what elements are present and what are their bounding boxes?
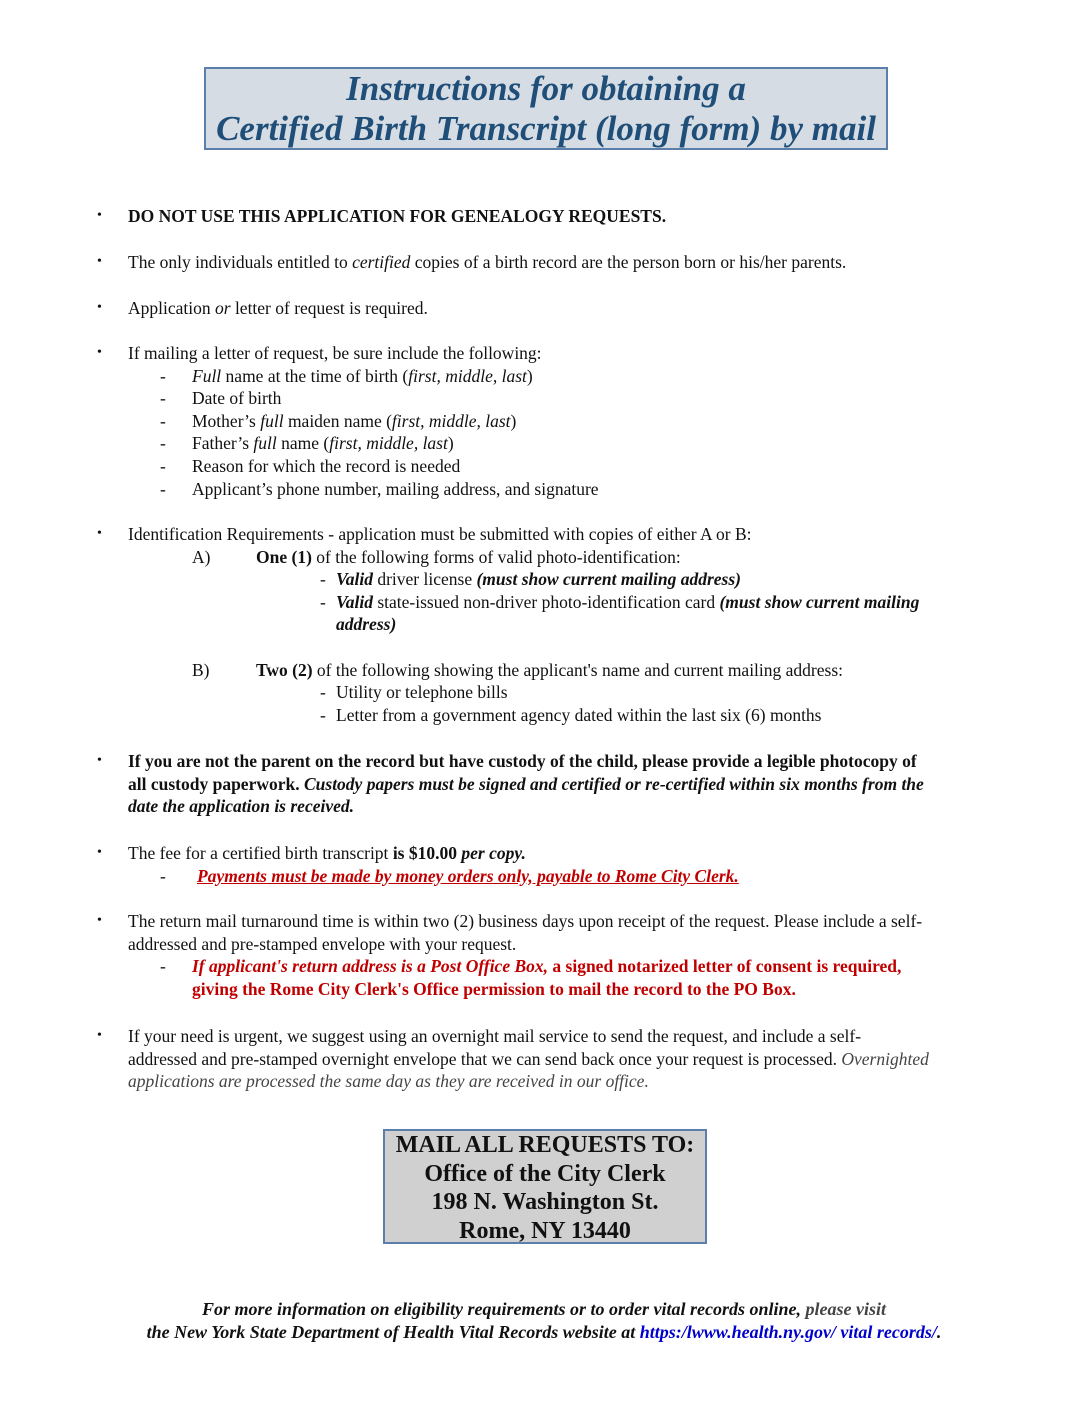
text: Identification Requirements - application must be submitted with copies of either A or B:	[128, 524, 752, 544]
option-b	[128, 659, 1028, 682]
text: (must show current mailing	[719, 591, 920, 612]
bullet-identification	[97, 523, 1028, 726]
list-item	[128, 432, 1028, 455]
bullet-icon: •	[97, 526, 102, 541]
text: )	[526, 365, 533, 386]
text: please visit	[801, 1299, 887, 1319]
list-item	[128, 568, 1028, 591]
text: )	[447, 433, 454, 454]
text: (must show current mailing address)	[476, 569, 741, 590]
list-item	[128, 865, 1028, 888]
text: state-issued non-driver photo-identification card	[372, 591, 720, 612]
bullet-icon: •	[97, 845, 102, 860]
text: is $10.00	[392, 843, 462, 863]
text: .	[936, 1322, 942, 1342]
list-item	[128, 365, 1028, 388]
bullet-custody	[97, 750, 1028, 818]
text: One (1)	[256, 546, 312, 567]
text: Application	[128, 298, 215, 318]
text: the New York State Department of Health Vital Records website at	[146, 1322, 640, 1342]
bullet-letter-request	[97, 342, 1028, 500]
list-item	[128, 955, 1028, 1000]
bullet-icon: •	[97, 1028, 102, 1043]
text: The return mail turnaround time is within two (2) business days upon receipt of the request. Please include a self-	[128, 911, 923, 931]
text: The only individuals entitled to	[128, 252, 353, 272]
text: letter of request is required.	[230, 298, 428, 318]
dash: -	[160, 478, 166, 499]
text: addressed and pre-stamped overnight envelope that we can send back once your request is processed.	[128, 1048, 837, 1069]
text: Date of birth	[192, 388, 282, 409]
bullet-urgent	[97, 1025, 1038, 1093]
health-website-link[interactable]: https:/lwww.health.ny.gov/ vital records/	[639, 1322, 937, 1342]
list-item	[128, 478, 1028, 501]
text: Custody papers must be signed and certified or re-certified within six months from the	[299, 773, 924, 794]
text: The fee for a certified birth transcript	[128, 843, 393, 863]
text: first, middle, last	[329, 433, 448, 454]
option-a	[128, 546, 1028, 569]
dash: -	[320, 682, 326, 703]
text: Letter from a government agency dated within the last six (6) months	[336, 704, 822, 725]
footer-note	[0, 1298, 1088, 1344]
dash: -	[320, 569, 326, 590]
bullet-icon: •	[97, 913, 102, 928]
dash: -	[320, 591, 326, 612]
bullet-icon: •	[97, 254, 102, 269]
text: Father’s	[192, 433, 254, 454]
text: Overnighted	[836, 1048, 929, 1069]
dash: -	[160, 956, 166, 977]
text: If your need is urgent, we suggest using an overnight mail service to send the request, and include a self-	[128, 1026, 862, 1046]
title-box	[204, 67, 888, 150]
mail-city: Rome, NY 13440	[459, 1217, 631, 1244]
mail-office: Office of the City Clerk	[424, 1160, 666, 1187]
text: of the following forms of valid photo-identification:	[311, 546, 681, 567]
text: full	[253, 433, 277, 454]
text: Valid	[336, 591, 373, 612]
text: per copy.	[461, 843, 526, 863]
text: giving the Rome City Clerk's Office permission to mail the record to the PO Box.	[192, 978, 796, 999]
bullet-genealogy	[97, 205, 1028, 228]
text: first, middle, last	[391, 410, 511, 431]
bullet-icon: •	[97, 208, 102, 223]
label: B)	[192, 659, 210, 680]
text: name at the time of birth (	[221, 365, 409, 386]
text: Valid	[336, 569, 373, 590]
text: first, middle, last	[408, 365, 527, 386]
list-item	[128, 681, 1028, 704]
list-item	[128, 387, 1028, 410]
bullet-icon: •	[97, 300, 102, 315]
text: addressed and pre-stamped envelope with your request.	[128, 933, 517, 954]
text: certified	[352, 252, 411, 272]
text: If applicant's return address is a Post Office Box,	[192, 956, 549, 977]
bullet-application	[97, 297, 1028, 320]
text: name (	[276, 433, 330, 454]
text: Utility or telephone bills	[336, 682, 508, 703]
title-line-1: Instructions for obtaining a	[346, 69, 746, 108]
bullet-icon: •	[97, 753, 102, 768]
text: driver license	[372, 569, 477, 590]
bullet-fee	[97, 842, 1028, 887]
dash: -	[320, 704, 326, 725]
list-item	[128, 704, 1028, 727]
text: If mailing a letter of request, be sure include the following:	[128, 343, 542, 363]
mailing-address-box	[383, 1129, 707, 1244]
text: For more information on eligibility requirements or to order vital records online,	[201, 1299, 802, 1319]
list-item	[128, 410, 1028, 433]
title-line-2: Certified Birth Transcript (long form) by mail	[216, 109, 876, 148]
mail-street: 198 N. Washington St.	[431, 1189, 659, 1215]
dash: -	[160, 433, 166, 454]
text: maiden name (	[283, 410, 392, 431]
text: DO NOT USE THIS APPLICATION FOR GENEALOGY REQUESTS.	[128, 206, 667, 226]
text: a signed notarized letter of consent is required,	[548, 956, 902, 977]
dash: -	[160, 365, 166, 386]
dash: -	[160, 410, 166, 431]
text: Full	[192, 365, 222, 386]
text: Applicant’s phone number, mailing address, and signature	[192, 478, 599, 499]
dash: -	[160, 865, 166, 886]
mail-heading: MAIL ALL REQUESTS TO:	[395, 1132, 695, 1158]
text: Two (2)	[256, 659, 313, 680]
text: date the application is received.	[128, 796, 354, 817]
text: or	[215, 298, 231, 318]
text: applications are processed the same day as they are received in our office.	[128, 1071, 649, 1092]
label: A)	[192, 546, 211, 567]
text: all custody paperwork.	[128, 773, 300, 794]
text: address)	[336, 614, 397, 635]
text: Reason for which the record is needed	[192, 455, 461, 476]
text: Mother’s	[192, 410, 261, 431]
bullet-icon: •	[97, 345, 102, 360]
text: )	[510, 410, 517, 431]
list-item	[128, 591, 1028, 636]
dash: -	[160, 388, 166, 409]
dash: -	[160, 455, 166, 476]
text: full	[260, 410, 284, 431]
text: copies of a birth record are the person born or his/her parents.	[410, 252, 847, 272]
bullet-turnaround	[97, 910, 1028, 1000]
text: If you are not the parent on the record but have custody of the child, please provide a legible photocopy of	[128, 751, 917, 771]
payment-note: Payments must be made by money orders only, payable to Rome City Clerk.	[197, 865, 739, 886]
bullet-entitled	[97, 251, 1028, 274]
list-item	[128, 455, 1028, 478]
text: of the following showing the applicant's name and current mailing address:	[312, 659, 843, 680]
